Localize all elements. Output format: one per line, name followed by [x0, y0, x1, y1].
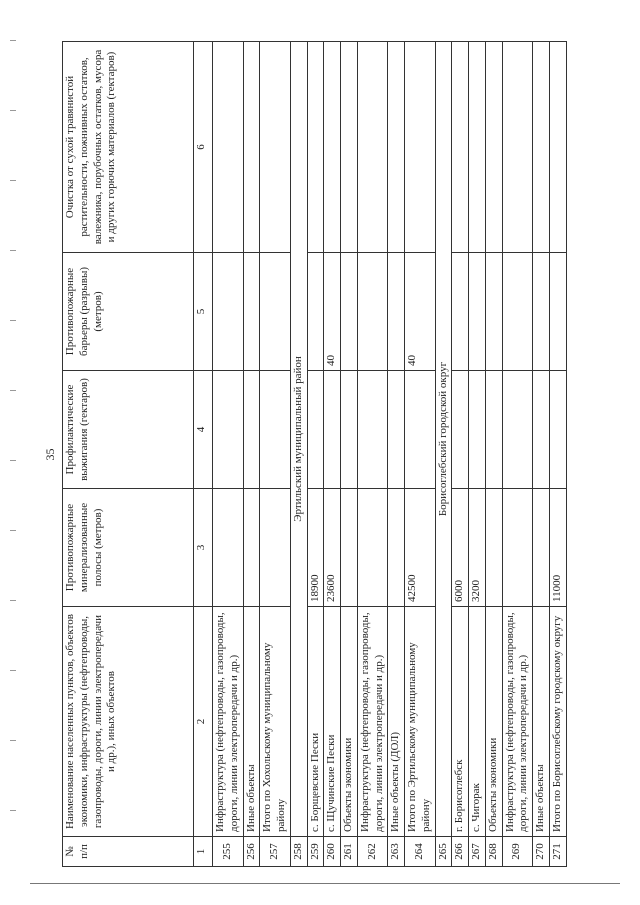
margin-tick — [10, 670, 16, 671]
value-cell — [357, 371, 388, 489]
row-number: 269 — [502, 837, 533, 867]
value-cell — [549, 42, 566, 253]
value-cell — [485, 253, 502, 371]
value-cell — [213, 371, 244, 489]
header-cell: Очистка от сухой травянистой растительности, пожнивных остатков, валежника, порубочных остатков, мусора и других горючих материалов (гектаров) — [63, 42, 194, 253]
value-cell — [324, 371, 341, 489]
value-cell — [502, 489, 533, 607]
row-number: 260 — [324, 837, 341, 867]
value-cell: 40 — [324, 253, 341, 371]
table-row — [405, 42, 436, 867]
margin-tick — [10, 600, 16, 601]
row-name: Инфраструктура (нефтепроводы, газопроводы, дороги, линии электропередачи и др.) — [502, 607, 533, 837]
row-number: 263 — [388, 837, 405, 867]
header-cell: Наименование населенных пунктов, объектов экономики, инфраструктуры (нефтепроводы, газопроводы, дороги, линии электропередачи и др.), иных объектов — [63, 607, 194, 837]
margin-tick — [10, 390, 16, 391]
value-cell — [260, 42, 291, 253]
value-cell — [533, 371, 550, 489]
value-cell: 3200 — [469, 489, 486, 607]
value-cell — [243, 42, 260, 253]
fire-measures-table — [62, 41, 567, 867]
value-cell — [307, 253, 324, 371]
row-number: 257 — [260, 837, 291, 867]
value-cell — [549, 253, 566, 371]
value-cell — [243, 371, 260, 489]
row-name: Иные объекты (ДОЛ) — [388, 607, 405, 837]
value-cell: 6000 — [452, 489, 469, 607]
table-row — [549, 42, 566, 867]
margin-tick — [10, 320, 16, 321]
row-name: Иные объекты — [243, 607, 260, 837]
value-cell — [341, 253, 358, 371]
value-cell — [213, 42, 244, 253]
column-number: 5 — [194, 253, 213, 371]
value-cell — [260, 253, 291, 371]
value-cell — [549, 371, 566, 489]
row-name: Итого по Хохольскому муниципальному району — [260, 607, 291, 837]
value-cell — [324, 42, 341, 253]
row-name: Инфраструктура (нефтепроводы, газопроводы, дороги, линии электропередачи и др.) — [213, 607, 244, 837]
margin-tick — [10, 180, 16, 181]
section-row — [290, 42, 307, 867]
value-cell — [388, 371, 405, 489]
table-row — [469, 42, 486, 867]
value-cell — [260, 489, 291, 607]
value-cell — [452, 253, 469, 371]
value-cell — [357, 489, 388, 607]
table-row — [533, 42, 550, 867]
margin-tick — [10, 740, 16, 741]
value-cell — [502, 371, 533, 489]
table-row — [243, 42, 260, 867]
value-cell: 42500 — [405, 489, 436, 607]
value-cell: 40 — [405, 253, 436, 371]
value-cell — [485, 489, 502, 607]
row-name: с. Щучинские Пески — [324, 607, 341, 837]
value-cell — [405, 371, 436, 489]
value-cell — [213, 253, 244, 371]
column-number-row — [194, 42, 213, 867]
margin-tick — [10, 460, 16, 461]
row-number: 266 — [452, 837, 469, 867]
row-number: 258 — [290, 837, 307, 867]
page-number: 35 — [43, 448, 57, 461]
row-number: 265 — [435, 837, 452, 867]
row-number: 264 — [405, 837, 436, 867]
table-row — [341, 42, 358, 867]
table-row — [452, 42, 469, 867]
value-cell — [469, 253, 486, 371]
row-number: 267 — [469, 837, 486, 867]
row-number: 256 — [243, 837, 260, 867]
row-name: Объекты экономики — [341, 607, 358, 837]
value-cell — [341, 371, 358, 489]
value-cell: 23600 — [324, 489, 341, 607]
column-number: 2 — [194, 607, 213, 837]
value-cell — [357, 253, 388, 371]
value-cell: 11000 — [549, 489, 566, 607]
value-cell — [502, 253, 533, 371]
value-cell — [533, 489, 550, 607]
row-number: 255 — [213, 837, 244, 867]
table-row — [485, 42, 502, 867]
value-cell — [388, 489, 405, 607]
value-cell — [243, 489, 260, 607]
value-cell — [213, 489, 244, 607]
row-number: 259 — [307, 837, 324, 867]
row-name: Объекты экономики — [485, 607, 502, 837]
table-row — [213, 42, 244, 867]
value-cell — [533, 42, 550, 253]
margin-tick — [10, 110, 16, 111]
margin-tick — [10, 530, 16, 531]
value-cell — [502, 42, 533, 253]
column-number: 4 — [194, 371, 213, 489]
margin-tick — [10, 250, 16, 251]
row-name: г. Борисоглебск — [452, 607, 469, 837]
row-number: 261 — [341, 837, 358, 867]
value-cell — [405, 42, 436, 253]
row-number: 262 — [357, 837, 388, 867]
value-cell — [388, 42, 405, 253]
row-number: 270 — [533, 837, 550, 867]
row-name: с. Борщевские Пески — [307, 607, 324, 837]
value-cell — [307, 42, 324, 253]
margin-tick — [10, 40, 16, 41]
section-title: Борисоглебский городской округ — [435, 42, 452, 837]
table-row — [357, 42, 388, 867]
header-cell: Противопожарные барьеры (разрывы) (метров) — [63, 253, 194, 371]
header-row — [63, 42, 194, 867]
value-cell — [452, 42, 469, 253]
value-cell — [357, 42, 388, 253]
value-cell — [469, 42, 486, 253]
value-cell — [260, 371, 291, 489]
row-number: 271 — [549, 837, 566, 867]
column-number: 1 — [194, 837, 213, 867]
row-name: Инфраструктура (нефтепроводы, газопроводы, дороги, линии электропередачи и др.) — [357, 607, 388, 837]
value-cell — [485, 42, 502, 253]
header-cell: № п/п — [63, 837, 194, 867]
table-row — [388, 42, 405, 867]
value-cell — [469, 371, 486, 489]
column-number: 6 — [194, 42, 213, 253]
value-cell — [341, 489, 358, 607]
margin-tick — [10, 810, 16, 811]
value-cell — [485, 371, 502, 489]
row-name: Итого по Эртильскому муниципальному району — [405, 607, 436, 837]
value-cell — [243, 253, 260, 371]
bottom-rule — [30, 883, 620, 884]
table-row — [307, 42, 324, 867]
section-row — [435, 42, 452, 867]
row-name: Иные объекты — [533, 607, 550, 837]
row-number: 268 — [485, 837, 502, 867]
rotated-page — [40, 42, 600, 867]
value-cell — [341, 42, 358, 253]
value-cell — [452, 371, 469, 489]
header-cell: Противопожарные минерализованные полосы (метров) — [63, 489, 194, 607]
row-name: с. Чигорак — [469, 607, 486, 837]
table-row — [260, 42, 291, 867]
row-name: Итого по Борисоглебскому городскому округу — [549, 607, 566, 837]
value-cell — [388, 253, 405, 371]
table-row — [502, 42, 533, 867]
section-title: Эртильский муниципальный район — [290, 42, 307, 837]
header-cell: Профилактические выжигания (гектаров) — [63, 371, 194, 489]
value-cell: 18900 — [307, 489, 324, 607]
value-cell — [307, 371, 324, 489]
value-cell — [533, 253, 550, 371]
column-number: 3 — [194, 489, 213, 607]
table-row — [324, 42, 341, 867]
